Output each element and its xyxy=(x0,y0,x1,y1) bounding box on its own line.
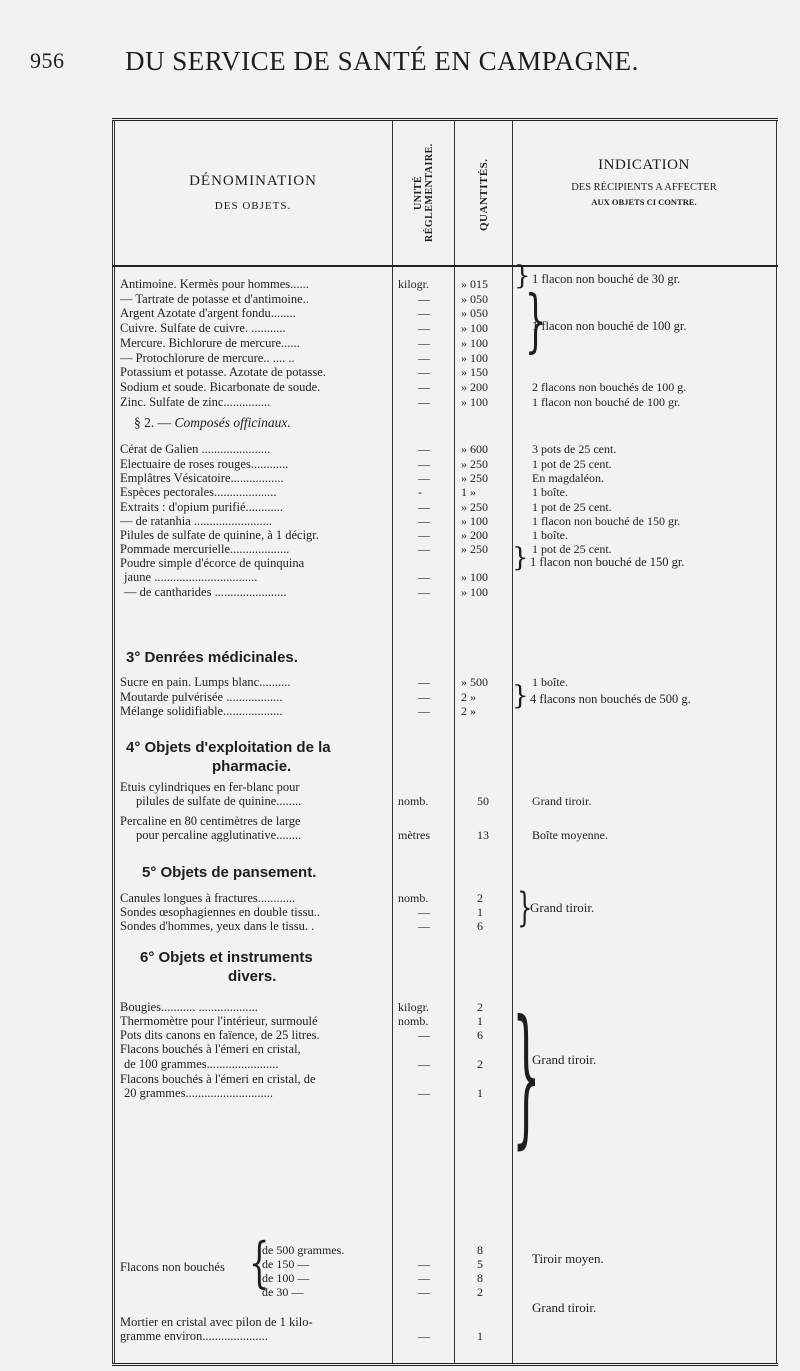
brace-2: } xyxy=(524,282,547,361)
row-unit: — xyxy=(418,585,430,599)
row-indication: 1 boîte. xyxy=(532,485,568,499)
inventory-table xyxy=(112,118,778,1366)
header-quantity: QUANTITÉS. xyxy=(478,158,490,232)
row-qty: » 100 xyxy=(461,350,488,365)
row-qty: » 200 xyxy=(461,379,488,394)
flacon-qty: 5 xyxy=(477,1257,483,1271)
row-name: 20 grammes............................ xyxy=(124,1086,273,1100)
row-name: Potassium et potasse. Azotate de potasse. xyxy=(120,365,326,380)
flacon-unit: — xyxy=(418,1285,430,1299)
row-name: Thermomètre pour l'intérieur, surmoulé xyxy=(120,1014,318,1028)
row-name: Mercure. Bichlorure de mercure...... xyxy=(120,335,300,350)
row-unit: — xyxy=(418,1057,430,1071)
row-unit: — xyxy=(418,500,430,514)
indication-sec3-brace: 4 flacons non bouchés de 500 g. xyxy=(530,692,691,706)
page-number: 956 xyxy=(30,48,65,73)
row-name: pilules de sulfate de quinine........ xyxy=(136,794,302,808)
row-name: Espèces pectorales.................... xyxy=(120,485,277,499)
row-indication: 1 pot de 25 cent. xyxy=(532,542,612,556)
running-title: DU SERVICE DE SANTÉ EN CAMPAGNE. xyxy=(125,46,639,76)
row-unit: nomb. xyxy=(398,1014,429,1028)
indication-sec5-brace: Grand tiroir. xyxy=(530,900,595,915)
row-name: Percaline en 80 centimètres de large xyxy=(120,814,301,828)
row-unit: — xyxy=(418,1028,430,1042)
row-qty: » 100 xyxy=(461,585,488,599)
flacon-unit: — xyxy=(418,1271,430,1285)
section-6-title-2: divers. xyxy=(228,968,277,985)
row-name: — de ratanhia ......................... xyxy=(120,514,273,528)
row-indication: 1 boîte. xyxy=(532,528,568,542)
indication-brace-a: 1 flacon non bouché de 30 gr. xyxy=(532,272,681,286)
row-indication: Boîte moyenne. xyxy=(532,828,608,842)
row-qty: » 250 xyxy=(461,471,488,485)
flacon-qty: 8 xyxy=(477,1243,483,1257)
row-qty: » 100 xyxy=(461,514,488,528)
section-4-title-2: pharmacie. xyxy=(212,758,292,775)
row-qty: 2 xyxy=(477,1057,483,1071)
row-name: Flacons bouchés à l'émeri en cristal, de xyxy=(120,1072,316,1086)
row-indication: 1 flacon non bouché de 100 gr. xyxy=(532,394,681,409)
row-unit: — xyxy=(418,306,430,321)
row-indication: Grand tiroir. xyxy=(532,794,592,808)
row-unit: kilogr. xyxy=(398,277,430,291)
row-qty: 2 xyxy=(477,891,483,905)
row-qty: 6 xyxy=(477,919,483,933)
row-qty: » 100 xyxy=(461,570,488,584)
row-unit: — xyxy=(418,321,430,336)
row-name: — Protochlorure de mercure.. .... .. xyxy=(120,350,295,365)
row-qty: » 600 xyxy=(461,442,488,456)
row-indication: 1 boîte. xyxy=(532,675,568,689)
row-name: Moutarde pulvérisée .................. xyxy=(120,690,283,704)
row-unit: — xyxy=(418,704,430,718)
row-unit: - xyxy=(418,485,422,499)
row-name: Extraits : d'opium purifié............ xyxy=(120,500,283,514)
row-unit: — xyxy=(418,365,430,380)
brace-6: } xyxy=(512,989,541,1163)
row-name: — Tartrate de potasse et d'antimoine.. xyxy=(120,291,309,306)
row-unit: — xyxy=(418,335,430,350)
row-qty: » 050 xyxy=(461,306,488,321)
header-indication: INDICATION DES RÉCIPIENTS A AFFECTER AUX OBJETS CI CONTRE. xyxy=(571,157,717,207)
section-5-title: 5° Objets de pansement. xyxy=(142,864,317,881)
row-name: Electuaire de roses rouges............ xyxy=(120,457,289,471)
row-qty: » 250 xyxy=(461,542,488,556)
row-name: de 100 grammes....................... xyxy=(124,1057,279,1071)
mortier-line-2: gramme environ..................... xyxy=(120,1329,268,1343)
row-unit: — xyxy=(418,457,430,471)
brace-5: } xyxy=(517,885,533,931)
row-indication: 2 flacons non bouchés de 100 g. xyxy=(532,379,687,394)
row-unit: — xyxy=(418,1086,430,1100)
row-qty: » 100 xyxy=(461,335,488,350)
row-name: Cuivre. Sulfate de cuivre. ........... xyxy=(120,321,286,336)
row-unit: nomb. xyxy=(398,891,429,905)
row-unit: — xyxy=(418,905,430,919)
row-qty: 2 xyxy=(477,1000,483,1014)
brace-3: } xyxy=(512,543,529,573)
running-head xyxy=(0,46,800,86)
row-unit: — xyxy=(418,542,430,556)
row-qty: 6 xyxy=(477,1028,483,1042)
row-name: Pots dits canons en faïence, de 25 litres. xyxy=(120,1028,320,1042)
row-indication: En magdaléon. xyxy=(532,471,604,485)
row-name: Pilules de sulfate de quinine, à 1 décigr. xyxy=(120,528,319,542)
row-unit: — xyxy=(418,514,430,528)
section-2-title: § 2. — Composés officinaux. xyxy=(134,415,291,430)
indication-sec6-grand-2: Grand tiroir. xyxy=(532,1300,597,1315)
row-unit: — xyxy=(418,471,430,485)
row-qty: » 200 xyxy=(461,528,488,542)
mortier-unit: — xyxy=(418,1329,430,1343)
row-unit: — xyxy=(418,291,430,306)
row-name: Emplâtres Vésicatoire................. xyxy=(120,471,284,485)
flacon-size: de 30 — xyxy=(262,1285,304,1299)
indication-sec2-brace: 1 flacon non bouché de 150 gr. xyxy=(530,555,685,569)
flacon-qty: 8 xyxy=(477,1271,483,1285)
row-name: pour percaline agglutinative........ xyxy=(136,828,302,842)
flacon-unit: — xyxy=(418,1257,430,1271)
row-indication: 3 pots de 25 cent. xyxy=(532,442,617,456)
row-unit: mètres xyxy=(398,828,430,842)
row-name: Argent Azotate d'argent fondu........ xyxy=(120,306,296,321)
row-name: Zinc. Sulfate de zinc............... xyxy=(120,394,271,409)
indication-sec6-grand-1: Grand tiroir. xyxy=(532,1052,597,1067)
row-name: Poudre simple d'écorce de quinquina xyxy=(120,556,305,570)
row-qty: » 250 xyxy=(461,457,488,471)
flacon-qty: 2 xyxy=(477,1285,483,1299)
section-6-title: 6° Objets et instruments xyxy=(140,949,313,966)
row-unit: kilogr. xyxy=(398,1000,430,1014)
section-3-title: 3° Denrées médicinales. xyxy=(126,649,298,666)
row-name: Sondes d'hommes, yeux dans le tissu. . xyxy=(120,919,315,933)
row-unit: — xyxy=(418,394,430,409)
indication-brace-b: 1 flacon non bouché de 100 gr. xyxy=(532,319,687,333)
row-qty: 13 xyxy=(477,828,489,842)
row-qty: » 050 xyxy=(461,291,488,306)
row-qty: 1 xyxy=(477,1014,483,1028)
row-unit: — xyxy=(418,528,430,542)
row-qty: 1 xyxy=(477,1086,483,1100)
row-unit: — xyxy=(418,570,430,584)
row-qty: 2 » xyxy=(461,690,476,704)
flacon-size: de 100 — xyxy=(262,1271,310,1285)
row-qty: » 150 xyxy=(461,365,488,380)
row-name: Canules longues à fractures............ xyxy=(120,891,296,905)
header-unit: UNITÉ RÉGLEMENTAIRE. xyxy=(413,143,435,243)
row-qty: 2 » xyxy=(461,704,476,718)
flacon-size: de 150 — xyxy=(262,1257,310,1271)
row-unit: — xyxy=(418,690,430,704)
brace-4: } xyxy=(512,681,529,711)
row-name: Bougies........... ................... xyxy=(120,1000,258,1014)
row-unit: — xyxy=(418,379,430,394)
row-unit: — xyxy=(418,919,430,933)
mortier-line-1: Mortier en cristal avec pilon de 1 kilo- xyxy=(120,1315,313,1329)
row-name: Etuis cylindriques en fer-blanc pour xyxy=(120,780,300,794)
row-qty: 1 xyxy=(477,905,483,919)
row-name: Sucre en pain. Lumps blanc.......... xyxy=(120,675,291,689)
row-unit: — xyxy=(418,442,430,456)
brace-1: } xyxy=(514,261,531,291)
row-qty: » 250 xyxy=(461,500,488,514)
row-qty: 1 » xyxy=(461,485,476,499)
row-indication: 1 flacon non bouché de 150 gr. xyxy=(532,514,681,528)
row-unit: nomb. xyxy=(398,794,429,808)
row-name: Sondes œsophagiennes en double tissu.. xyxy=(120,905,320,919)
flacons-label: Flacons non bouchés xyxy=(120,1260,225,1274)
row-name: Flacons bouchés à l'émeri en cristal, xyxy=(120,1042,301,1056)
row-qty: » 500 xyxy=(461,675,488,689)
row-name: Antimoine. Kermès pour hommes...... xyxy=(120,277,309,291)
row-qty: » 015 xyxy=(461,277,488,291)
row-name: Sodium et soude. Bicarbonate de soude. xyxy=(120,379,321,394)
mortier-qty: 1 xyxy=(477,1329,483,1343)
row-name: — de cantharides ....................... xyxy=(124,585,287,599)
row-name: Pommade mercurielle................... xyxy=(120,542,290,556)
row-qty: 50 xyxy=(477,794,489,808)
row-indication: 1 pot de 25 cent. xyxy=(532,457,612,471)
header-denomination: DÉNOMINATION DES OBJETS. xyxy=(189,173,317,212)
indication-sec6-tiroir-moyen: Tiroir moyen. xyxy=(532,1251,604,1266)
row-name: jaune ................................. xyxy=(124,570,258,584)
row-name: Mélange solidifiable................... xyxy=(120,704,283,718)
row-qty: » 100 xyxy=(461,321,488,336)
section-4-title: 4° Objets d'exploitation de la xyxy=(126,739,331,756)
row-name: Cérat de Galien ...................... xyxy=(120,442,271,456)
row-unit: — xyxy=(418,350,430,365)
row-qty: » 100 xyxy=(461,394,488,409)
row-indication: 1 pot de 25 cent. xyxy=(532,500,612,514)
flacon-size: de 500 grammes. xyxy=(262,1243,345,1257)
row-unit: — xyxy=(418,675,430,689)
flacons-brace: { xyxy=(248,1231,270,1294)
